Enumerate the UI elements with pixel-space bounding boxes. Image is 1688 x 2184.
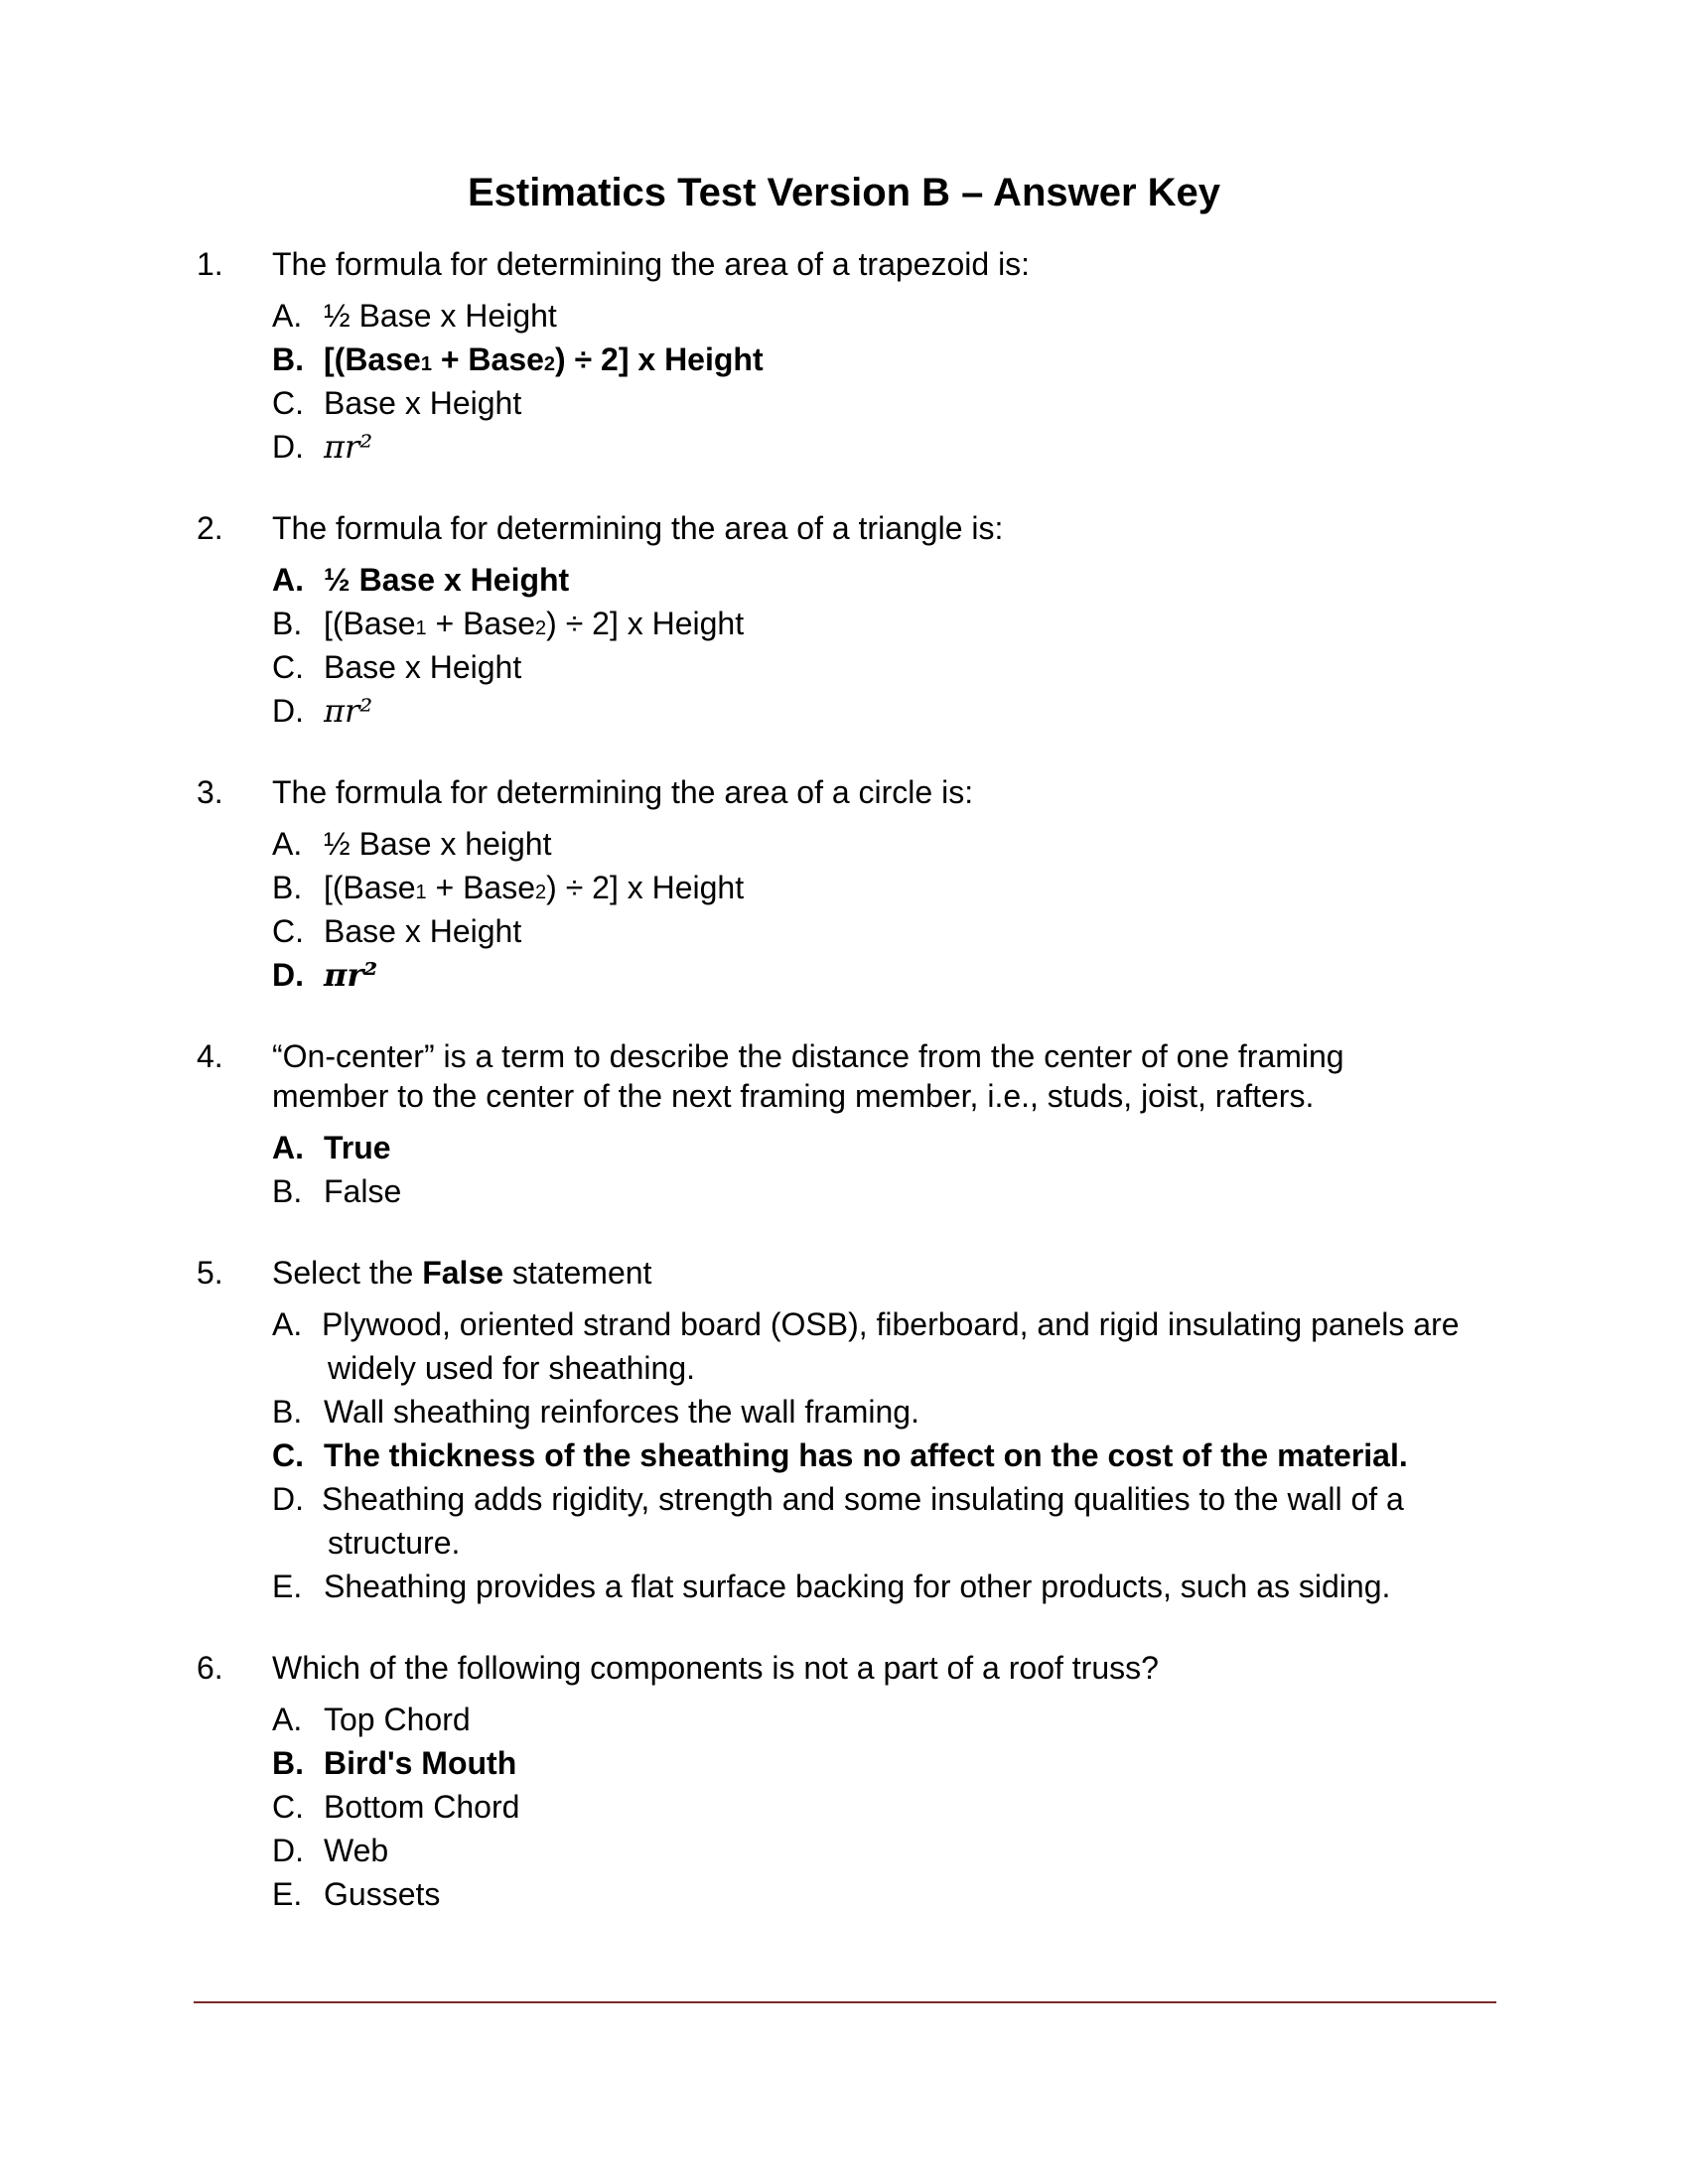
option: E. Gussets [272, 1876, 441, 1912]
page-title: Estimatics Test Version B – Answer Key [467, 171, 1221, 214]
option: E. Sheathing provides a flat surface backing for other products, such as siding. [272, 1569, 1391, 1604]
question-number: 5. [197, 1255, 223, 1291]
option: D. Web [272, 1833, 389, 1868]
footer-divider [194, 2001, 1496, 2003]
question-text: The formula for determining the area of a circle is: [272, 774, 974, 810]
option: B. Wall sheathing reinforces the wall framing. [272, 1394, 919, 1430]
option: C. Base x Height [272, 385, 522, 421]
question-number: 4. [197, 1038, 223, 1074]
option: A. Plywood, oriented strand board (OSB), fiberboard, and rigid insulating panels are widely used for sheathing. [272, 1306, 1460, 1386]
question-text: The formula for determining the area of a triangle is: [272, 510, 1004, 546]
option: A. ½ Base x Height [272, 298, 557, 334]
question-number: 6. [197, 1650, 223, 1686]
option-correct: B. [(Base1 + Base2) ÷ 2] x Height [272, 341, 764, 377]
option: D. Sheathing adds rigidity, strength and some insulating qualities to the wall of a structure. [272, 1481, 1404, 1561]
option: D. πr² [272, 428, 373, 466]
option-correct: A. ½ Base x Height [272, 562, 570, 598]
option-correct: A. True [272, 1130, 391, 1165]
option-correct: B. Bird's Mouth [272, 1745, 517, 1781]
question-number: 2. [197, 510, 223, 546]
option: D. πr² [272, 692, 373, 730]
option: A. ½ Base x height [272, 826, 552, 862]
option: C. Base x Height [272, 913, 522, 949]
question-text: Select the False statement [272, 1255, 652, 1291]
option: C. Base x Height [272, 649, 522, 685]
question-text: The formula for determining the area of a trapezoid is: [272, 246, 1031, 282]
option: C. Bottom Chord [272, 1789, 520, 1825]
question-text: “On-center” is a term to describe the distance from the center of one framing member to the center of the next framing member, i.e., studs, joist, rafters. [272, 1038, 1344, 1114]
question-text: Which of the following components is not a part of a roof truss? [272, 1650, 1159, 1686]
option: B. [(Base1 + Base2) ÷ 2] x Height [272, 606, 745, 641]
question-number: 3. [197, 774, 223, 810]
option: A. Top Chord [272, 1702, 471, 1737]
option-correct: D. πr² [272, 956, 378, 994]
option-correct: C. The thickness of the sheathing has no affect on the cost of the material. [272, 1437, 1408, 1473]
option: B. False [272, 1173, 402, 1209]
option: B. [(Base1 + Base2) ÷ 2] x Height [272, 870, 745, 905]
question-number: 1. [197, 246, 223, 282]
